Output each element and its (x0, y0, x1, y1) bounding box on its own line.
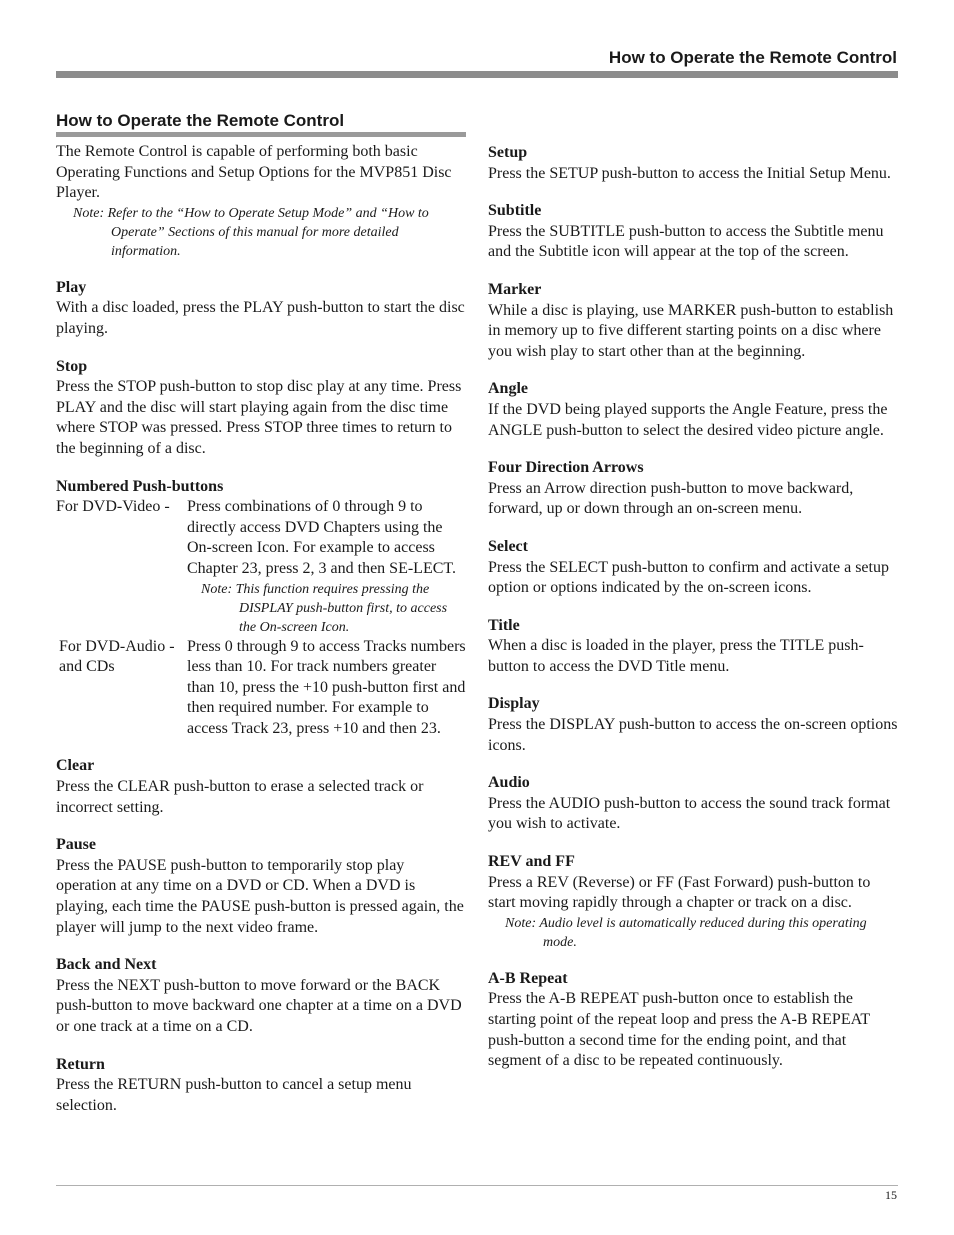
arrows-block (488, 458, 898, 520)
rev-ff-heading: REV and FF (488, 853, 575, 871)
title-heading: Title (488, 616, 520, 634)
display-text: Press the DISPLAY push-button to access the on-screen options icons. (488, 716, 898, 754)
dvd-video-label: For DVD-Video - (56, 498, 174, 516)
right-column (488, 143, 898, 1072)
arrows-text: Press an Arrow direction push-button to move backward, forward, up or down through an on-screen menu. (488, 479, 854, 518)
pause-block (56, 835, 466, 938)
select-block (488, 537, 898, 599)
stop-block (56, 357, 466, 460)
intro-text: The Remote Control is capable of performing both basic Operating Functions and Setup Options for the MVP851 Disc Player. (56, 143, 452, 202)
title-block (488, 616, 898, 678)
page-number: 15 (885, 1188, 897, 1202)
display-heading: Display (488, 695, 540, 713)
rev-ff-note: Note: Audio level is automatically reduced during this operating mode. (505, 915, 867, 950)
numbered-block (56, 477, 466, 740)
pause-text: Press the PAUSE push-button to temporarily stop play operation at any time on a DVD or CD. When a DVD is playing, each time the PAUSE push-button is pressed again, the player will jump to the next video frame. (56, 856, 464, 936)
dvd-video-body (187, 497, 466, 636)
return-text: Press the RETURN push-button to cancel a setup menu selection. (56, 1076, 412, 1114)
back-next-text: Press the NEXT push-button to move forward or the BACK push-button to move backward one chapter at a time on a DVD or one track at a time on a CD. (56, 976, 462, 1035)
title-text: When a disc is loaded in the player, press the TITLE push-button to access the DVD Title menu. (488, 637, 864, 675)
angle-text: If the DVD being played supports the Angle Feature, press the ANGLE push-button to select the desired video picture angle. (488, 400, 888, 439)
ab-repeat-text: Press the A-B REPEAT push-button once to establish the starting point of the repeat loop and press the A-B REPEAT push-button a second time for the ending point, and that segment of a disc to be repeated continuously. (488, 990, 870, 1070)
left-column (56, 142, 466, 1116)
audio-block (488, 773, 898, 835)
audio-text: Press the AUDIO push-button to access the sound track format you wish to activate. (488, 794, 891, 833)
dvd-audio-row (56, 637, 466, 740)
clear-heading: Clear (56, 757, 95, 775)
stop-heading: Stop (56, 357, 88, 375)
marker-heading: Marker (488, 280, 542, 298)
marker-text: While a disc is playing, use MARKER push-button to establish in memory up to five different starting points on a disc where you wish play to start other than at the beginning. (488, 301, 894, 360)
play-text: With a disc loaded, press the PLAY push-button to start the disc playing. (56, 299, 465, 337)
dvd-video-row (56, 497, 466, 636)
angle-heading: Angle (488, 380, 528, 398)
audio-heading: Audio (488, 774, 530, 792)
subtitle-block (488, 201, 898, 263)
rev-ff-block (488, 852, 898, 952)
subtitle-heading: Subtitle (488, 202, 542, 220)
intro-block (56, 142, 466, 261)
header-rule (56, 71, 898, 78)
setup-heading: Setup (488, 144, 528, 161)
select-heading: Select (488, 537, 528, 555)
ab-repeat-heading: A-B Repeat (488, 969, 568, 987)
setup-block (488, 143, 898, 184)
ab-repeat-block (488, 969, 898, 1072)
stop-text: Press the STOP push-button to stop disc play at any time. Press PLAY and the disc will start playing again from the disc time where STOP was pressed. Press STOP three times to return to the beginning of a disc. (56, 378, 462, 457)
display-block (488, 694, 898, 756)
clear-block (56, 756, 466, 818)
rev-ff-text: Press a REV (Reverse) or FF (Fast Forward) push-button to start moving rapidly through a chapter or track on a disc. (488, 873, 871, 912)
dvd-audio-text: Press 0 through 9 to access Tracks numbers less than 10. For track numbers greater than 10, press the +10 push-button first and then required number. For example to access Track 23, press +10 and then 23. (187, 637, 466, 737)
subtitle-text: Press the SUBTITLE push-button to access the Subtitle menu and the Subtitle icon will appear at the top of the screen. (488, 222, 884, 261)
marker-block (488, 280, 898, 362)
play-block (56, 278, 466, 340)
dvd-video-note: Note: This function requires pressing the DISPLAY push-button first, to access the On-screen Icon. (201, 581, 448, 635)
setup-text: Press the SETUP push-button to access the Initial Setup Menu. (488, 164, 891, 182)
return-block (56, 1055, 466, 1117)
intro-note: Note: Refer to the “How to Operate Setup Mode” and “How to Operate” Sections of this manual for more detailed information. (73, 205, 429, 259)
back-next-heading: Back and Next (56, 956, 157, 974)
dvd-video-text: Press combinations of 0 through 9 to directly access DVD Chapters using the On-screen Icon. For example to access Chapter 23, press 2, 3 and then SE-LECT. (187, 498, 456, 577)
back-next-block (56, 955, 466, 1037)
section-rule (56, 132, 466, 137)
play-heading: Play (56, 278, 87, 296)
select-text: Press the SELECT push-button to confirm and activate a setup option or options indicated by the on-screen icons. (488, 558, 889, 597)
dvd-audio-label: For DVD-Audio - and CDs (59, 637, 175, 676)
clear-text: Press the CLEAR push-button to erase a selected track or incorrect setting. (56, 778, 424, 816)
pause-heading: Pause (56, 836, 96, 854)
dvd-audio-body (187, 637, 466, 740)
running-header: How to Operate the Remote Control (608, 48, 897, 67)
section-title: How to Operate the Remote Control (56, 111, 345, 130)
footer-rule (56, 1185, 898, 1186)
arrows-heading: Four Direction Arrows (488, 459, 644, 477)
return-heading: Return (56, 1055, 105, 1073)
angle-block (488, 379, 898, 441)
numbered-heading: Numbered Push-buttons (56, 477, 224, 495)
